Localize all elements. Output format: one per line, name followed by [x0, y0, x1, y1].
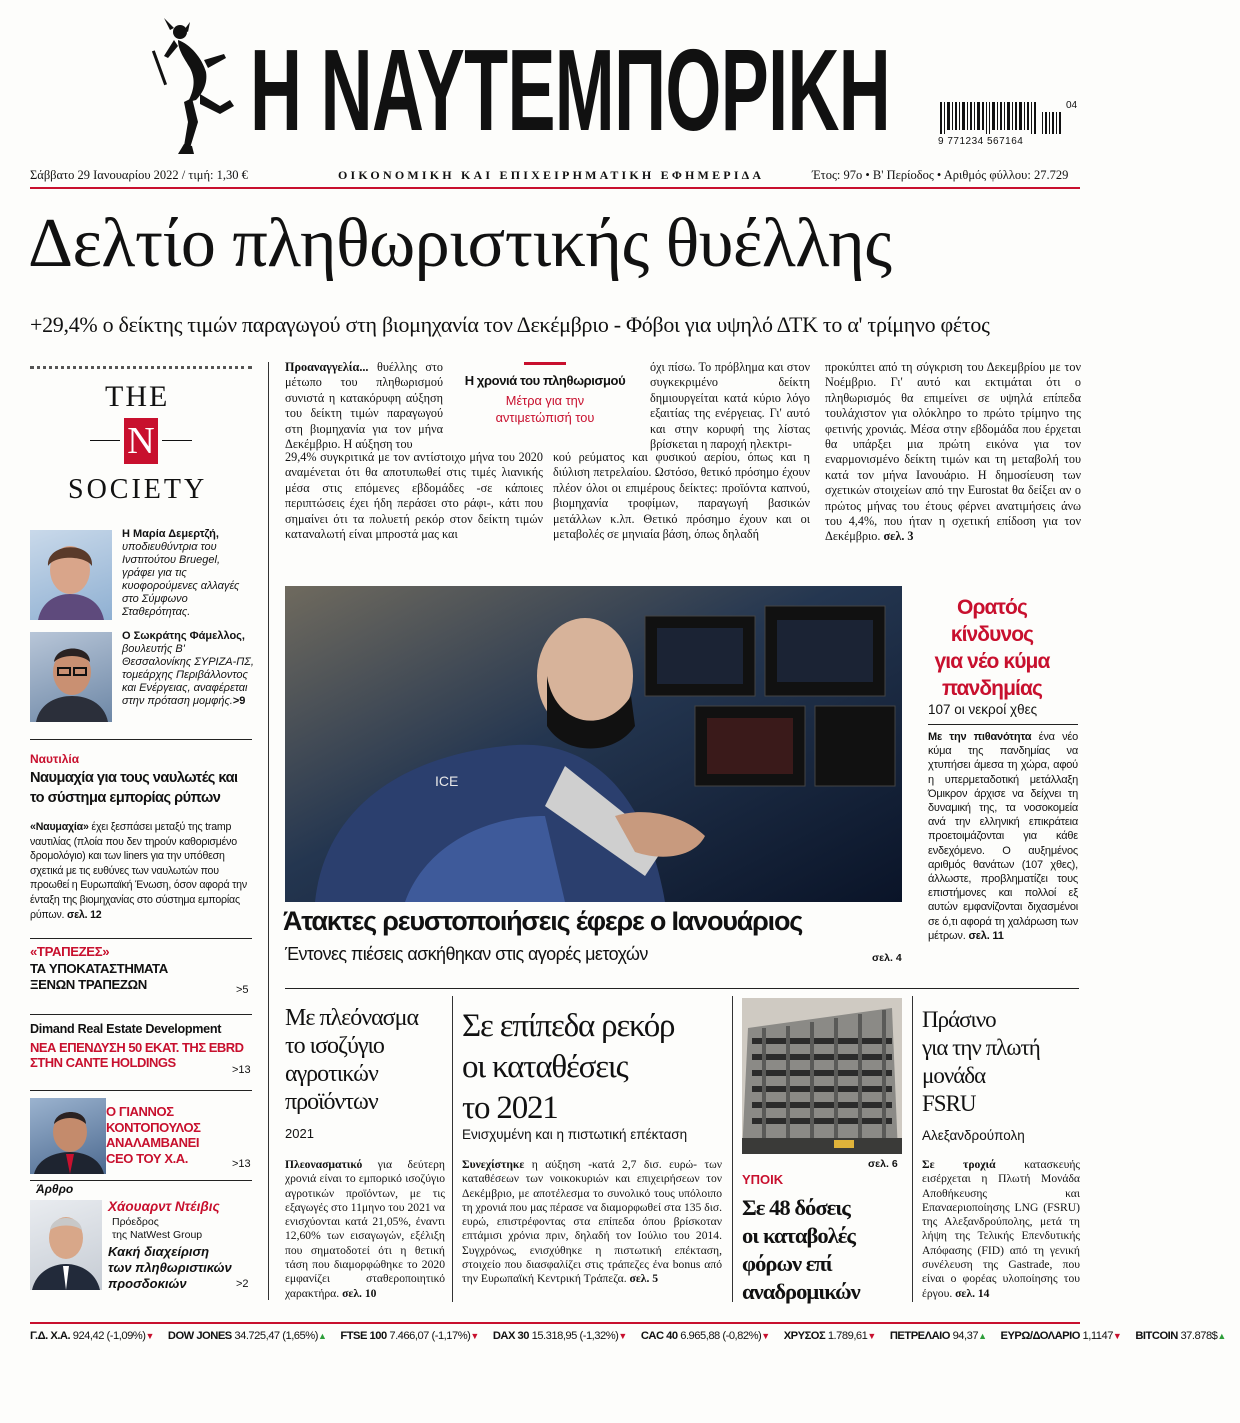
sidebar-item-famellos	[122, 630, 256, 708]
agro-t1: Με πλεόνασμα	[285, 1005, 419, 1031]
arthro-title2: των πληθωριστικών	[108, 1260, 232, 1275]
ticker-label: DOW JONES	[167, 1330, 235, 1342]
portrait-demertzi	[30, 530, 112, 620]
kont-l1: Ο ΓΙΑΝΝΟΣ	[106, 1104, 174, 1119]
deposits-sub: Ενισχυμένη και η πιστωτική επέκταση	[462, 1127, 688, 1142]
dimand-teaser	[30, 1022, 252, 1070]
arrow-down-icon: ▼	[618, 1331, 627, 1341]
deposits-text	[462, 1158, 722, 1287]
kont-l4: CEO ΤΟΥ Χ.Α.	[106, 1150, 189, 1166]
sidebar-rule-4	[30, 1090, 252, 1091]
society-rule-right	[162, 440, 192, 441]
section-divider-bottom	[285, 988, 1079, 989]
ticker-value: 6.965,88 (-0,82%)	[680, 1330, 762, 1342]
date-price: Σάββατο 29 Ιανουαρίου 2022 / τιμή: 1,30 €	[30, 168, 248, 182]
lead-col3-text: προκύπτει από τη σύγκριση του Δεκεμβρίου με τον Νοέμβριο. Γι' αυτό και εκτιμάται ότι ο πληθωρισμός θα επιμείνει σε υψηλά επίπεδα τουλάχιστον για ολόκληρο το πρώτο τρίμηνο της φετινής χρονιάς. Μέσα στην εβδομάδα που έρχεται θα υπάρξει μια πρώτη εικόνα για τον εναρμονισμένο δείκτη τιμών και τη μεταβολή του κατά τον μήνα Ιανουάριο. Η δημοσίευση των σχετικών στοιχείων από την Eurostat θα δείξει αν ο πρώτος μήνας του έτους φέρνει ανατιμήσεις άνω του 4,4%, που ήταν η σχετική επίδοση για τον Δεκέμβριο.	[825, 360, 1081, 544]
kontopoulos-teaser	[106, 1104, 246, 1166]
banks-l2: ΤΑ ΥΠΟΚΑΤΑΣΤΗΜΑΤΑ	[30, 960, 168, 976]
ticker-item	[340, 1330, 478, 1342]
agro-t3: αγροτικών	[285, 1061, 378, 1087]
ticker-label: FTSE 100	[340, 1330, 390, 1342]
pandemic-ref: σελ. 11	[968, 929, 1004, 942]
naftilia-text	[30, 820, 252, 922]
box-rule	[524, 362, 566, 365]
lead-col2-b: κού ρεύματος και φυσικού αερίου, όπως και η διύλιση πετρελαίου. Ωστόσο, θετικό πρόσημο έχουν πλέον όλοι οι επιμέρους δείκτες: προϊόντα καπνού, βιομηχανία τροφίμων, παραγωγή βασικών μετάλλων κ.λπ. Θετικό πρόσημο έχουν και οι μεταβολές σε μηνιαία βάση, όπως δηλαδή	[553, 450, 810, 542]
ypoik-photo-ref: σελ. 6	[868, 1158, 898, 1170]
naftilia-body: έχει ξεσπάσει μεταξύ της tramp ναυτιλίας (πλοία που δεν τηρούν καθορισμένο δρομολόγιο) και των liners για την υπόθεση σχετικά με τις ευθύνες των ναυλωτών που προωθεί η Ευρωπαϊκή Ένωση, όσον αφορά την ένταξη της βιομηχανίας στο σύστημα εμπορίας ρύπων.	[30, 821, 247, 921]
lead-col3	[825, 360, 1081, 545]
ypoik-title	[742, 1194, 912, 1306]
barcode-issue: 04	[1066, 100, 1078, 111]
deposits-body: η αύξηση -κατά 2,7 δισ. ευρώ- των καταθέσεων των νοικοκυριών και επιχειρήσεων τον Δεκέμβριο, με αποτέλεσμα το συνολικό τους υπόλοιπο τη χρονιά που μας πέρασε να διαμορφωθεί στα 135 δισ. ευρώ, επιστρέφοντας στα επίπεδα όπου βρίσκοταν επτάμισι χρόνια πριν, δηλαδή τον Ιούλιο του 2014. Συγχρόνως, ενισχύθηκε η πιστωτική επέκταση, στοιχείο που διασφαλίζει στις τράπεζες ένα bonus από την Ευρωπαϊκή Κεντρική Τράπεζα.	[462, 1158, 722, 1286]
box-title: Η χρονιά του πληθωρισμού	[464, 373, 626, 388]
arthro-title1: Κακή διαχείριση	[108, 1244, 210, 1259]
lead-col1-top	[285, 360, 443, 452]
pandemic-title	[912, 594, 1072, 702]
arrow-up-icon: ▲	[978, 1331, 987, 1341]
item1-name: Η Μαρία Δεμερτζή,	[122, 528, 219, 540]
fsru-text	[922, 1158, 1080, 1301]
arrow-down-icon: ▼	[1112, 1331, 1122, 1341]
pandemic-t4: πανδημίας	[941, 677, 1043, 700]
deposits-title	[462, 1006, 724, 1129]
pandemic-t1: Ορατός	[957, 596, 1027, 619]
pandemic-text	[928, 730, 1078, 943]
agro-title	[285, 1004, 445, 1116]
lead-subheadline: +29,4% ο δείκτης τιμών παραγωγού στη βιομηχανία τον Δεκέμβριο - Φόβοι για υψηλό ΔΤΚ το α' τρίμηνο φέτος	[30, 312, 990, 337]
pandemic-lead: Με την πιθανότητα	[928, 731, 1032, 743]
naftilia-label: Ναυτιλία	[30, 752, 80, 766]
deposits-t3: το 2021	[462, 1090, 558, 1126]
fsru-t2: για την πλωτή	[922, 1035, 1040, 1060]
sidebar-rule-2	[30, 938, 252, 939]
lead-col3-ref: σελ. 3	[883, 529, 914, 544]
agro-t4: προϊόντων	[285, 1089, 378, 1115]
fsru-lead: Σε τροχιά	[922, 1158, 996, 1171]
naftilia-ref: σελ. 12	[67, 908, 102, 921]
banks-teaser	[30, 944, 252, 994]
deposits-t2: οι καταθέσεις	[462, 1049, 628, 1085]
portrait-davies	[30, 1200, 102, 1290]
sidebar-item-demertzi	[122, 528, 252, 619]
main-photo-subheadline: Έντονες πιέσεις ασκήθηκαν στις αγορές μετοχών	[285, 944, 648, 964]
deposits-lead: Συνεχίστηκε	[462, 1158, 525, 1171]
society-n: N	[127, 420, 155, 462]
item2-text: βουλευτής Β' Θεσσαλονίκης ΣΥΡΙΖΑ-ΠΣ, τομεάρχης Περιβάλλοντος και Ενέργειας, αναφέρεται στην πρόταση μομφής.	[122, 643, 254, 707]
item2-ref: >9	[232, 695, 246, 707]
arthro-name: Χάουαρντ Ντέιβις	[108, 1199, 220, 1214]
building-photo	[742, 998, 902, 1154]
arrow-down-icon: ▼	[761, 1331, 770, 1341]
col-divider-3	[912, 996, 913, 1302]
kont-l3: ΑΝΑΛΑΜΒΑΝΕΙ	[106, 1135, 200, 1150]
ticker-item	[641, 1330, 770, 1342]
fsru-t1: Πράσινο	[922, 1007, 996, 1032]
sidebar-top-rule	[30, 366, 252, 369]
masthead-subtitle: ΟΙΚΟΝΟΜΙΚΗ ΚΑΙ ΕΠΙΧΕΙΡΗΜΑΤΙΚΗ ΕΦΗΜΕΡΙΔΑ	[338, 168, 765, 182]
society-logo	[60, 380, 230, 510]
pandemic-sub: 107 οι νεκροί χθες	[928, 702, 1038, 717]
ticker-rule	[30, 1322, 1080, 1324]
ticker-value: 1,1147	[1082, 1330, 1113, 1342]
fsru-t3: μονάδα	[922, 1063, 986, 1088]
main-photo-headline: Άτακτες ρευστοποιήσεις έφερε ο Ιανουάριος	[283, 906, 803, 936]
ticker-value: 37.878$	[1180, 1330, 1218, 1342]
pandemic-body: ένα νέο κύμα της πανδημίας να χτυπήσει άμεσα τη χώρα, αφού η υπερμεταδοτική μετάλλαξη Όμικρον άρχισε να δείχνει τη δυναμική της, τα νοσοκομεία ανά την ελληνική επικράτεια προετοιμάζονται για κάθε ενδεχόμενο. Ο αυξημένος αριθμός θανάτων (107 χθες), άλλωστε, προβληματίζει τους επιστήμονες και πολλοί εξ αυτών εμφανίζονται διχασμένοι σε ό,τι αφορά τη χαλάρωση των μέτρων.	[928, 731, 1078, 942]
arrow-down-icon: ▼	[145, 1331, 154, 1341]
barcode-digits: 9 771234 567164	[938, 136, 1024, 147]
ticker-label: Γ.Δ. Χ.Α.	[30, 1330, 73, 1342]
ticker-value: 15.318,95 (-1,32%)	[531, 1330, 619, 1342]
arrow-up-icon: ▲	[1217, 1331, 1226, 1341]
hermes-logo	[150, 10, 240, 160]
svg-text:ICE: ICE	[435, 773, 459, 789]
ticker-item	[493, 1330, 627, 1342]
sidebar-divider	[268, 362, 269, 1300]
ticker-label: BITCOIN	[1135, 1330, 1181, 1342]
arthro-title3: προσδοκιών	[108, 1276, 187, 1291]
masthead-title: Η ΝΑΥΤΕΜΠΟΡΙΚΗ	[250, 25, 891, 155]
dimand-l3: ΣΤΗΝ CANTE HOLDINGS	[30, 1055, 176, 1070]
lead-col1-b: 29,4% συγκριτικά με τον αντίστοιχο μήνα του 2020 αναμένεται ότι θα αποτυπωθεί στις τιμές λιανικής μέσα στις επόμενες εβδομάδες -σε κάποιες περιπτώσεις έχει ήδη περάσει στο ράφι-, κάτι που σημαίνει ότι τα πολυετή ρεκόρ στον δείκτη τιμών καταναλωτή είναι μπροστά μας και	[285, 450, 543, 542]
agro-t2: το ισοζύγιο	[285, 1033, 384, 1059]
arthro-teaser	[108, 1200, 254, 1292]
lead-col1-lead: Προαναγγελία...	[285, 360, 369, 374]
portrait-kontopoulos	[30, 1098, 106, 1174]
fsru-ref: σελ. 14	[955, 1286, 990, 1300]
masthead-rule	[30, 187, 1080, 189]
main-photo-ref: σελ. 4	[872, 952, 902, 964]
inflation-box	[460, 362, 630, 426]
banks-ref: >5	[236, 984, 249, 996]
society-the: THE	[105, 380, 170, 413]
fsru-t4: FSRU	[922, 1091, 976, 1116]
ticker-item	[30, 1330, 154, 1342]
naftilia-lead: «Ναυμαχία»	[30, 821, 89, 833]
market-ticker	[30, 1330, 1226, 1352]
banks-l1: «ΤΡΑΠΕΖΕΣ»	[30, 944, 110, 959]
lead-headline: Δελτίο πληθωριστικής θυέλλης	[28, 205, 892, 282]
arthro-label: Άρθρο	[36, 1182, 74, 1196]
dimand-l2: ΝΕΑ ΕΠΕΝΔΥΣΗ 50 ΕΚΑΤ. ΤΗΣ EBRD	[30, 1040, 244, 1055]
issue-info: Έτος: 97ο • Β' Περίοδος • Αριθμός φύλλου: 27.729	[812, 168, 1069, 182]
ticker-label: ΧΡΥΣΟΣ	[783, 1330, 828, 1342]
ticker-label: ΕΥΡΩ/ΔΟΛΑΡΙΟ	[1000, 1330, 1083, 1342]
agro-body: για δεύτερη χρονιά είναι το εμπορικό ισοζύγιο αγροτικών προϊόντων, με τις εξαγωγές στο 11μηνο του 2021 να ενισχύονται κατά 21,05%, έναντι 12,60% των εισαγωγών, εξέλιξη που σηματοδοτεί ότι η θετική τάση που διαμορφώθηκε το 2020 εμφανίζει σταθεροποιητικό χαρακτήρα.	[285, 1158, 445, 1300]
lead-col2-a: όχι πίσω. Το πρόβλημα και στον συγκεκριμένο δείκτη δημιουργείται κατά κύριο λόγο εξαιτίας της ενέργειας. Γι' αυτό και στην κορυφή της λίστας βρίσκεται η παροχή ηλεκτρι-	[650, 360, 810, 452]
ticker-label: ΠΕΤΡΕΛΑΙΟ	[889, 1330, 953, 1342]
agro-lead: Πλεονασματικό	[285, 1158, 363, 1171]
kont-ref: >13	[232, 1158, 251, 1170]
ticker-value: 1.789,61	[827, 1330, 868, 1342]
col-divider-2	[732, 996, 733, 1302]
fsru-sub: Αλεξανδρούπολη	[922, 1128, 1025, 1143]
main-photo-trader	[285, 586, 902, 902]
pandemic-t3: για νέο κύμα	[934, 650, 1050, 673]
deposits-t1: Σε επίπεδα ρεκόρ	[462, 1008, 675, 1044]
naftilia-title: Ναυμαχία για τους ναυλωτές και το σύστημα εμπορίας ρύπων	[30, 770, 238, 806]
ticker-value: 7.466,07 (-1,17%)	[389, 1330, 471, 1342]
ypoik-t3: φόρων επί	[742, 1251, 832, 1276]
society-word: SOCIETY	[68, 474, 208, 505]
ypoik-label: ΥΠΟΙΚ	[742, 1172, 784, 1187]
arrow-up-icon: ▲	[317, 1331, 327, 1341]
sidebar-rule-5	[30, 1180, 252, 1181]
ticker-label: DAX 30	[492, 1330, 532, 1342]
ticker-value: 924,42 (-1,09%)	[72, 1330, 146, 1342]
kont-l2: ΚΟΝΤΟΠΟΥΛΟΣ	[106, 1119, 201, 1135]
banks-l3: ΞΕΝΩΝ ΤΡΑΠΕΖΩΝ	[30, 977, 147, 992]
arrow-down-icon: ▼	[867, 1331, 876, 1341]
item1-text: υποδιευθύντρια του Ινστιτούτου Bruegel, γράφει για τις κυοφορούμενες αλλαγές στο Σύμφωνο Σταθερότητας.	[122, 541, 240, 618]
pandemic-t2: κίνδυνος	[950, 623, 1034, 646]
arrow-down-icon: ▼	[470, 1331, 479, 1341]
ticker-item	[890, 1330, 987, 1342]
ticker-label: CAC 40	[640, 1330, 681, 1342]
dimand-l1: Dimand Real Estate Development	[30, 1022, 222, 1036]
society-n-badge	[124, 418, 158, 464]
ticker-item	[1135, 1330, 1225, 1342]
ticker-item	[784, 1330, 876, 1342]
lead-col1-a: θυέλλης στο μέτωπο του πληθωρισμού συνιστά η κατακόρυφη αύξηση του δείκτη τιμών παραγωγού στη βιομηχανία για τον μήνα Δεκέμβριο. Η αύξηση του	[285, 360, 443, 452]
ypoik-t4: αναδρομικών	[742, 1279, 860, 1304]
fsru-body: κατασκευής εισέρχεται η Πλωτή Μονάδα Αποθήκευσης και Επαναεριοποίησης LNG (FSRU) της Αλεξανδρούπολης, μετά τη λήψη της Τελικής Επενδυτικής Απόφασης (FID) από τη γενική συνέλευση της Gastrade, που είναι ο φορέας υλοποίησης του έργου.	[922, 1158, 1080, 1300]
sidebar-rule-1	[30, 739, 252, 740]
item2-name: Ο Σωκράτης Φάμελλος,	[122, 630, 245, 642]
agro-text	[285, 1158, 445, 1301]
society-rule-left	[90, 440, 120, 441]
pandemic-rule	[928, 724, 1078, 725]
deposits-ref: σελ. 5	[629, 1272, 659, 1286]
arthro-ref: >2	[236, 1278, 249, 1290]
ypoik-t2: οι καταβολές	[742, 1223, 855, 1248]
agro-year: 2021	[285, 1126, 314, 1141]
sidebar-rule-3	[30, 1014, 252, 1015]
arthro-role1: Πρόεδρος	[112, 1216, 159, 1228]
ticker-value: 94,37	[952, 1330, 979, 1342]
agro-ref: σελ. 10	[342, 1286, 377, 1300]
dimand-ref: >13	[232, 1064, 251, 1076]
ticker-item	[1001, 1330, 1122, 1342]
ticker-item	[168, 1330, 326, 1342]
arthro-role2: της NatWest Group	[112, 1229, 203, 1241]
fsru-title	[922, 1006, 1082, 1118]
portrait-famellos	[30, 632, 112, 722]
col-divider-1	[452, 996, 453, 1302]
box-sub: Μέτρα για την αντιμετώπισή του	[495, 393, 595, 425]
ypoik-t1: Σε 48 δόσεις	[742, 1195, 850, 1220]
ticker-value: 34.725,47 (1,65%)	[234, 1330, 318, 1342]
